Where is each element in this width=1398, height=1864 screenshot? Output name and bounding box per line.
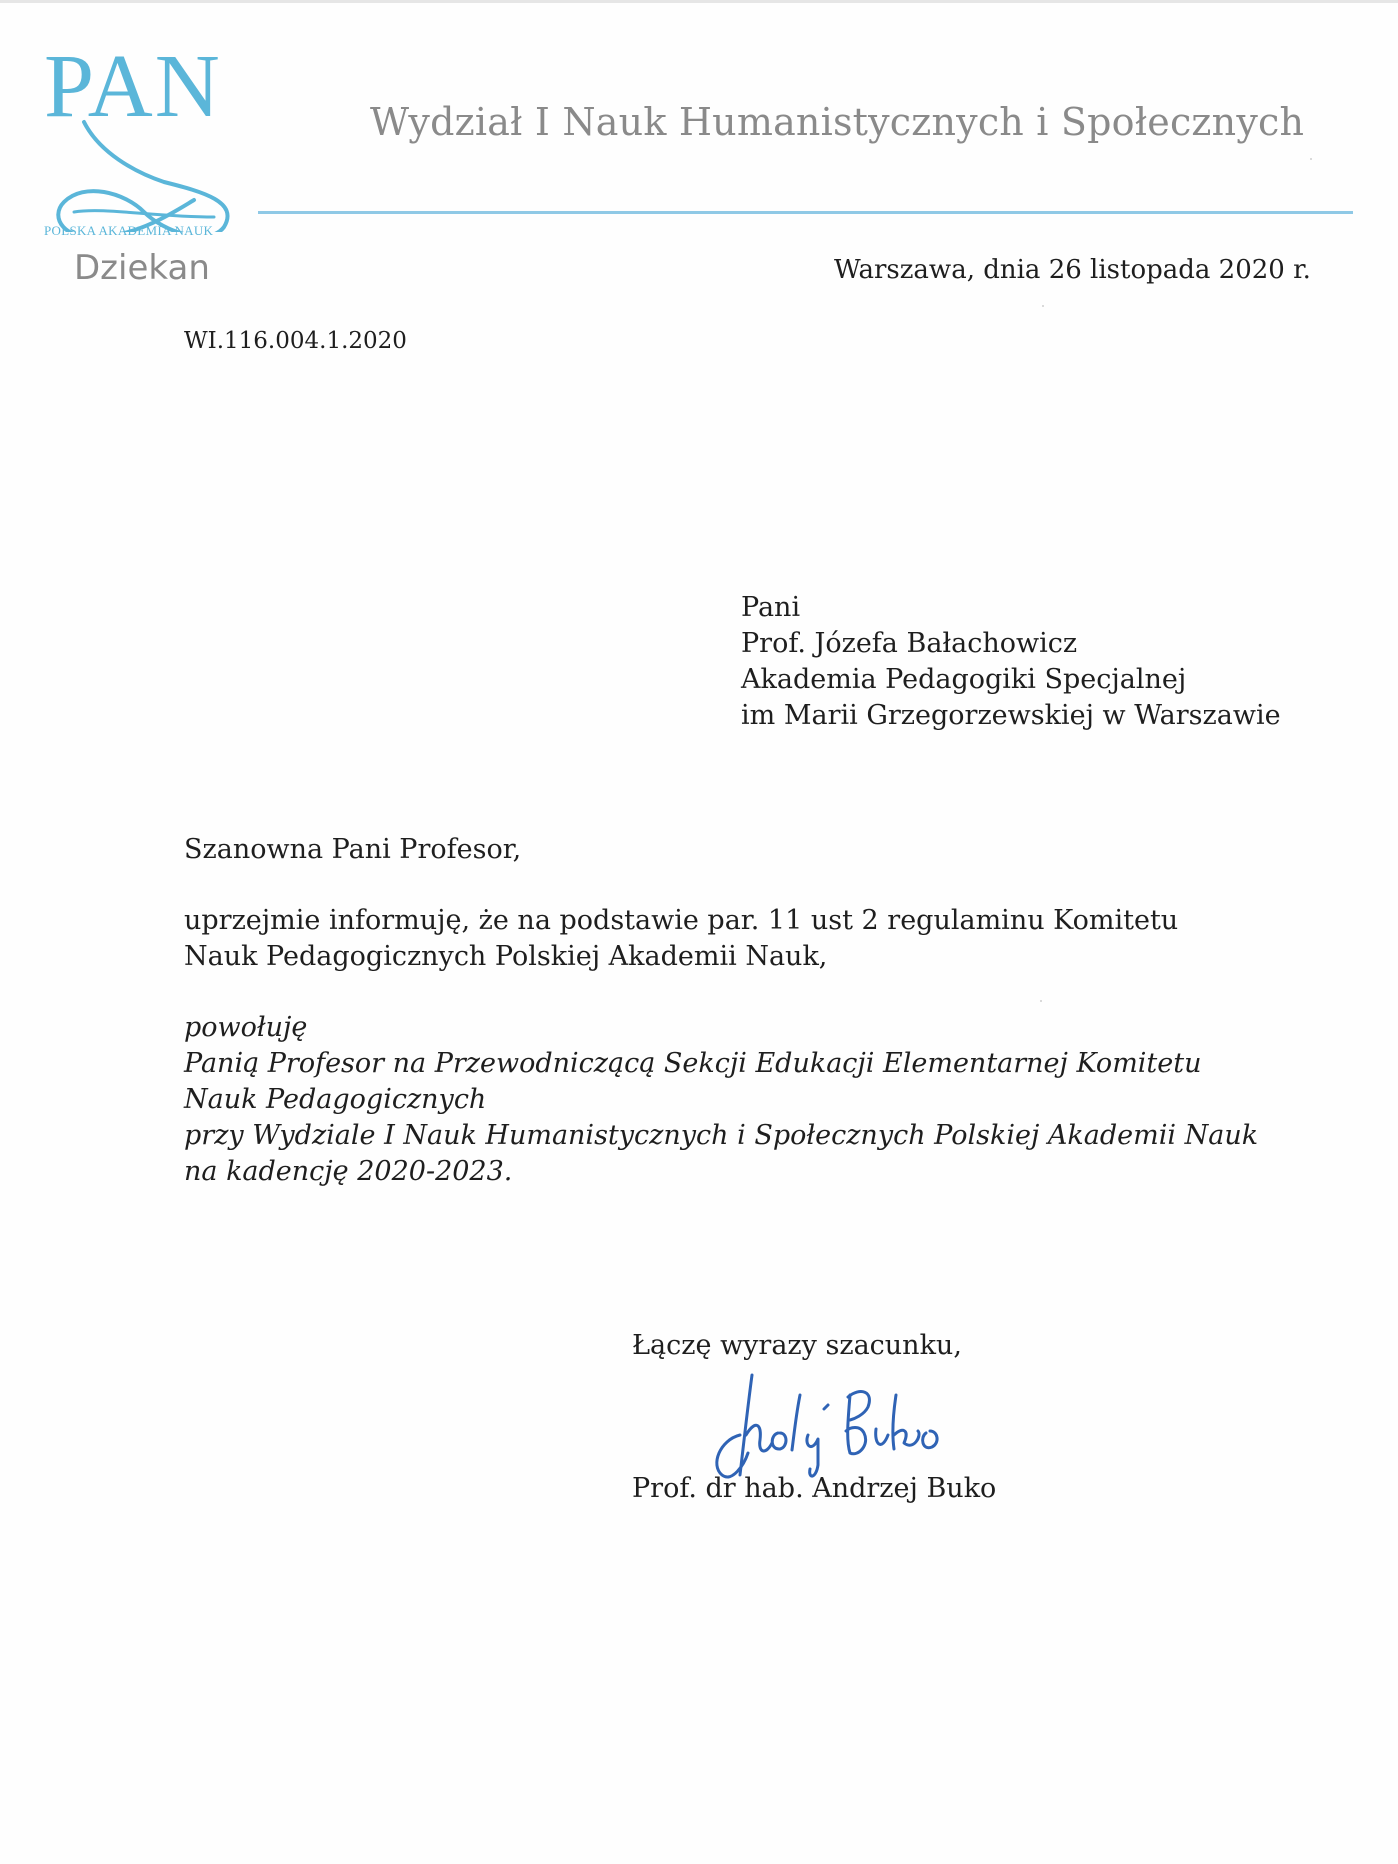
paragraph-line: Nauk Pedagogicznych Polskiej Akademii Nauk, (184, 941, 828, 972)
handwritten-signature (700, 1365, 980, 1485)
salutation: Szanowna Pani Profesor, (184, 834, 522, 865)
appointment-line: przy Wydziale I Nauk Humanistycznych i Społecznych Polskiej Akademii Nauk (184, 1120, 1259, 1151)
department-title: Wydział I Nauk Humanistycznych i Społecznych (370, 100, 1305, 144)
recipient-line: Akademia Pedagogiki Specjalnej (741, 664, 1187, 695)
paragraph-line: uprzejmie informuję, że na podstawie par. 11 ust 2 regulaminu Komitetu (184, 905, 1179, 936)
scan-speck (1042, 305, 1044, 307)
logo-swirl-icon (44, 112, 244, 232)
recipient-line: Pani (741, 592, 801, 623)
body-paragraph (184, 903, 1178, 975)
appointment-line: Nauk Pedagogicznych (184, 1084, 487, 1115)
signer-name: Prof. dr hab. Andrzej Buko (632, 1473, 997, 1504)
recipient-block (741, 590, 1281, 734)
pan-logo (44, 37, 244, 238)
appointment-line: na kadencję 2020-2023. (184, 1156, 513, 1187)
logo-subtitle: POLSKA AKADEMIA NAUK (44, 223, 214, 238)
reference-number: WI.116.004.1.2020 (184, 328, 407, 354)
page-top-edge (0, 0, 1398, 3)
appointment-block (184, 1010, 1258, 1190)
appointment-line: Panią Profesor na Przewodniczącą Sekcji Edukacji Elementarnej Komitetu (184, 1048, 1202, 1079)
appointment-line: powołuję (184, 1012, 308, 1043)
scan-speck (1040, 1000, 1042, 1002)
letter-date: Warszawa, dnia 26 listopada 2020 r. (834, 255, 1311, 285)
recipient-line: Prof. Józefa Bałachowicz (741, 628, 1078, 659)
logo-letters: PAN (44, 37, 222, 136)
recipient-line: im Marii Grzegorzewskiej w Warszawie (741, 700, 1281, 731)
closing-greeting: Łączę wyrazy szacunku, (632, 1330, 962, 1361)
header-rule (258, 211, 1353, 214)
dean-title: Dziekan (74, 248, 210, 288)
scan-speck (1310, 158, 1312, 160)
